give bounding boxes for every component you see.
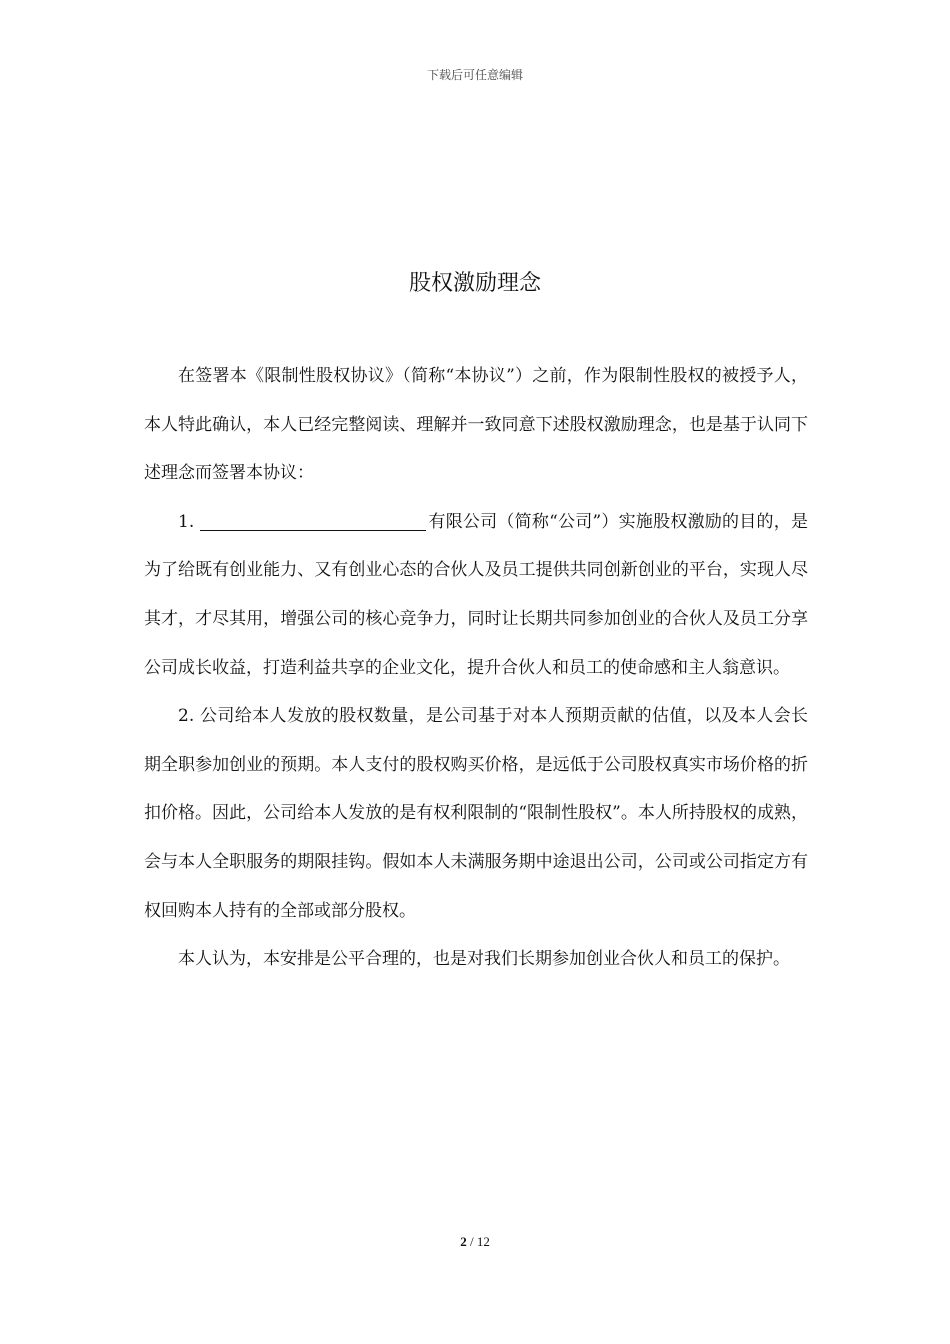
closing-paragraph: 本人认为，本安排是公平合理的，也是对我们长期参加创业合伙人和员工的保护。	[178, 949, 790, 970]
intro-paragraph: 在签署本《限制性股权协议》（简称“本协议”）之前，作为限制性股权的被授予人，本人特此确认，本人已经完整阅读、理解并一致同意下述股权激励理念，也是基于认同下述理念而签署本协议：	[144, 366, 808, 484]
header-note: 下载后可任意编辑	[426, 68, 523, 82]
item-2-text: 公司给本人发放的股权数量，是公司基于对本人预期贡献的估值，以及本人会长期全职参加创业的预期。本人支付的股权购买价格，是远低于公司股权真实市场价格的折扣价格。因此，公司给本人发放的是有权利限制的“限制性股权”。本人所持股权的成熟，会与本人全职服务的期限挂钩。假如本人未满服务期中途退出公司，公司或公司指定方有权回购本人持有的全部或部分股权。	[144, 706, 809, 921]
item-2-number: 2.	[178, 706, 195, 727]
page-total: 12	[476, 1234, 490, 1249]
item-1-paragraph	[144, 498, 808, 692]
company-name-blank	[200, 510, 426, 531]
item-2-paragraph	[144, 692, 808, 935]
item-1-number: 1.	[178, 511, 195, 532]
document-title: 股权激励理念	[408, 271, 541, 296]
item-1-text: 有限公司（简称“公司”）实施股权激励的目的，是为了给既有创业能力、又有创业心态的合伙人及员工提供共同创新创业的平台，实现人尽其才，才尽其用，增强公司的核心竞争力，同时让长期共同参加创业的合伙人及员工分享公司成长收益，打造利益共享的企业文化，提升合伙人和员工的使命感和主人翁意识。	[144, 511, 808, 678]
page-number	[0, 1234, 950, 1250]
document-body	[144, 352, 808, 984]
page-separator: /	[466, 1234, 477, 1249]
page-current: 2	[460, 1234, 467, 1249]
